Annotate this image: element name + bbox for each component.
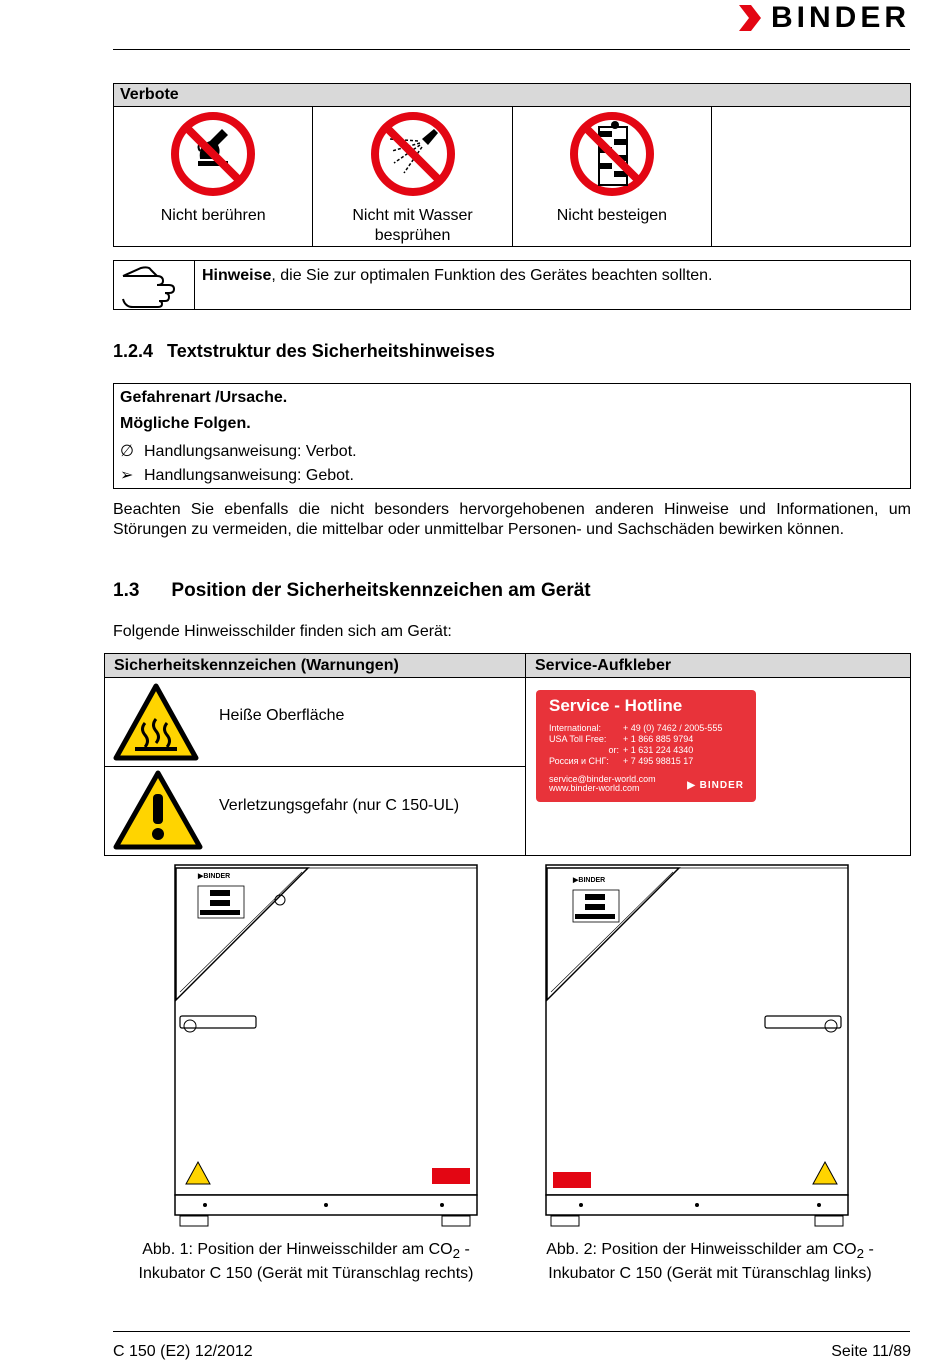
verbote-label-touch: Nicht berühren (160, 207, 266, 224)
verbote-cell-climb (512, 107, 711, 247)
safety-structure-box (113, 383, 911, 489)
service-row-1 (549, 723, 722, 734)
verbote-cell-empty (712, 107, 911, 247)
section-13-number: 1.3 (113, 580, 140, 601)
warning-row-injury (105, 767, 526, 856)
hot-surface-warning-icon (113, 683, 199, 761)
structure-line-3-text: Handlungsanweisung: Verbot. (144, 443, 357, 460)
signs-col-service: Service-Aufkleber (526, 654, 911, 678)
figure-2-post: - (864, 1241, 874, 1258)
section-13-heading (113, 580, 591, 602)
section-124-title: Textstruktur des Sicherheitshinweises (167, 341, 495, 361)
figure-2-line1 (520, 1240, 900, 1264)
figure-2-caption (520, 1240, 900, 1284)
no-climbing-icon (569, 111, 655, 197)
general-warning-icon (113, 770, 203, 850)
signs-intro: Folgende Hinweisschilder finden sich am Gerät: (113, 623, 452, 640)
service-email: service@binder-world.com (549, 774, 656, 784)
signs-col-warnings: Sicherheitskennzeichen (Warnungen) (105, 654, 526, 678)
prohibition-symbol-icon: ∅ (120, 443, 134, 460)
no-water-spray-icon (370, 111, 456, 197)
hint-text (202, 267, 713, 285)
verbote-label-water (313, 206, 511, 246)
binder-logo (739, 1, 910, 34)
verbote-title: Verbote (114, 84, 911, 107)
device-1-logo: ▶BINDER (198, 873, 231, 880)
verbote-label-water-line1: Nicht mit Wasser (352, 207, 473, 224)
verbote-cell-water (313, 107, 512, 247)
service-row-4-key: Россия и СНГ: (549, 756, 609, 766)
figure-2-sub: 2 (856, 1246, 864, 1262)
device-drawing-right-hinge (172, 862, 480, 1230)
service-row-3-value: + 1 631 224 4340 (623, 745, 694, 755)
figure-1-caption (110, 1240, 502, 1284)
service-row-1-value: + 49 (0) 7462 / 2005-555 (623, 723, 723, 733)
footer-doc-id: C 150 (E2) 12/2012 (113, 1343, 253, 1360)
signs-table (104, 653, 911, 856)
service-title: Service - Hotline (549, 696, 683, 715)
service-row-1-key: International: (549, 723, 602, 733)
service-row-4 (549, 756, 693, 767)
header-rule (113, 49, 910, 50)
no-touch-icon (170, 111, 256, 197)
figure-2-pre: Abb. 2: Position der Hinweisschilder am CO (546, 1241, 857, 1258)
verbote-table (113, 83, 911, 247)
figure-1-post: - (460, 1241, 470, 1258)
service-row-3-key: or: (608, 745, 619, 755)
footer-rule (113, 1331, 910, 1332)
binder-logo-mark-icon (739, 5, 761, 31)
device-1-service-sticker (432, 1168, 470, 1184)
device-drawing-left-hinge (543, 862, 851, 1230)
section-13-title: Position der Sicherheitskennzeichen am Gerät (171, 580, 591, 601)
service-web: www.binder-world.com (549, 783, 640, 793)
service-hotline-sticker (536, 690, 756, 802)
service-row-2-key: USA Toll Free: (549, 734, 607, 744)
arrow-bullet-icon: ➢ (120, 467, 134, 484)
pointing-hand-icon (119, 264, 189, 308)
structure-line-3 (120, 441, 357, 461)
binder-logo-text: BINDER (770, 1, 910, 34)
device-2-service-sticker (553, 1172, 591, 1188)
section-124-number: 1.2.4 (113, 341, 154, 361)
verbote-cell-touch (114, 107, 313, 247)
figure-2-line2: Inkubator C 150 (Gerät mit Türanschlag links) (548, 1265, 872, 1283)
service-row-2 (549, 734, 693, 745)
warning-label-injury: Verletzungsgefahr (nur C 150-UL) (219, 797, 460, 814)
figure-1-sub: 2 (452, 1246, 460, 1262)
footer-page-number: Seite 11/89 (831, 1343, 911, 1360)
service-logo-text: BINDER (699, 780, 744, 791)
structure-line-1: Gefahrenart /Ursache. (120, 389, 288, 406)
verbote-label-climb: Nicht besteigen (556, 207, 668, 224)
structure-line-2: Mögliche Folgen. (120, 415, 251, 432)
device-2-logo: ▶BINDER (573, 877, 606, 884)
hint-icon-cell (114, 261, 195, 309)
hint-rest: , die Sie zur optimalen Funktion des Gerätes beachten sollten. (271, 267, 713, 284)
figure-1-pre: Abb. 1: Position der Hinweisschilder am CO (142, 1241, 453, 1258)
hint-bold: Hinweise (202, 267, 272, 284)
structure-line-4-text: Handlungsanweisung: Gebot. (144, 467, 354, 484)
figure-1-line1 (110, 1240, 502, 1264)
service-logo: ▶ BINDER (687, 780, 744, 791)
service-row-4-value: + 7 495 98815 17 (623, 756, 694, 766)
verbote-label-water-line2: besprühen (374, 227, 451, 244)
hint-box (113, 260, 911, 310)
warning-label-hot: Heiße Oberfläche (219, 707, 345, 724)
service-row-2-value: + 1 866 885 9794 (623, 734, 694, 744)
info-paragraph: Beachten Sie ebenfalls die nicht besonders hervorgehobenen anderen Hinweise und Informationen, um Störungen zu vermeiden, die mittelbar oder unmittelbar Personen- und Sachschäden bewirken können. (113, 501, 911, 538)
section-124-heading (113, 341, 495, 362)
figure-1-line2: Inkubator C 150 (Gerät mit Türanschlag rechts) (138, 1265, 474, 1283)
service-row-3 (549, 745, 693, 756)
warning-row-hot (105, 678, 526, 767)
structure-line-4 (120, 465, 354, 485)
